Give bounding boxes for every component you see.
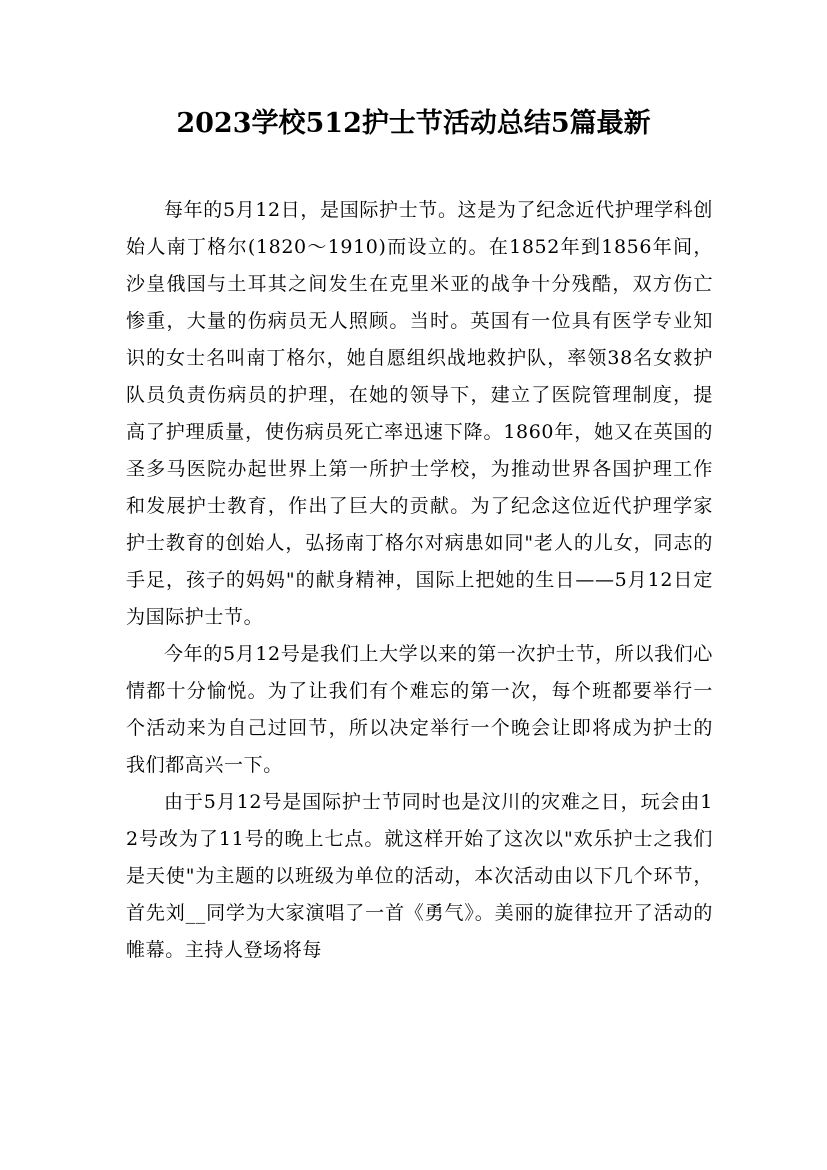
paragraph-2: 今年的5月12号是我们上大学以来的第一次护士节，所以我们心情都十分愉悦。为了让我们有个难忘的第一次，每个班都要举行一个活动来为自己过回节，所以决定举行一个晚会让即将成为护士的我们都高兴一下。	[126, 643, 713, 776]
document-title: 2023学校512护士节活动总结5篇最新	[176, 108, 651, 139]
paragraph-1: 每年的5月12日，是国际护士节。这是为了纪念近代护理学科创始人南丁格尔(1820～1910)而设立的。在1852年到1856年间，沙皇俄国与土耳其之间发生在克里米亚的战争十分残酷，双方伤亡惨重，大量的伤病员无人照顾。当时。英国有一位具有医学专业知识的女士名叫南丁格尔，她自愿组织战地救护队，率领38名女救护队员负责伤病员的护理，在她的领导下，建立了医院管理制度，提高了护理质量，使伤病员死亡率迅速下降。1860年，她又在英国的圣多马医院办起世界上第一所护士学校，为推动世界各国护理工作和发展护士教育，作出了巨大的贡献。为了纪念这位近代护理学家护士教育的创始人，弘扬南丁格尔对病患如同"老人的儿女，同志的手足，孩子的妈妈"的献身精神，国际上把她的生日——5月12日定为国际护士节。	[126, 199, 713, 628]
paragraph-3: 由于5月12号是国际护士节同时也是汶川的灾难之日，玩会由12号改为了11号的晚上七点。就这样开始了这次以"欢乐护士之我们是天使"为主题的以班级为单位的活动，本次活动由以下几个环节，首先刘__同学为大家演唱了一首《勇气》。美丽的旋律拉开了活动的帷幕。主持人登场将每	[126, 791, 713, 961]
document-body	[126, 192, 713, 969]
